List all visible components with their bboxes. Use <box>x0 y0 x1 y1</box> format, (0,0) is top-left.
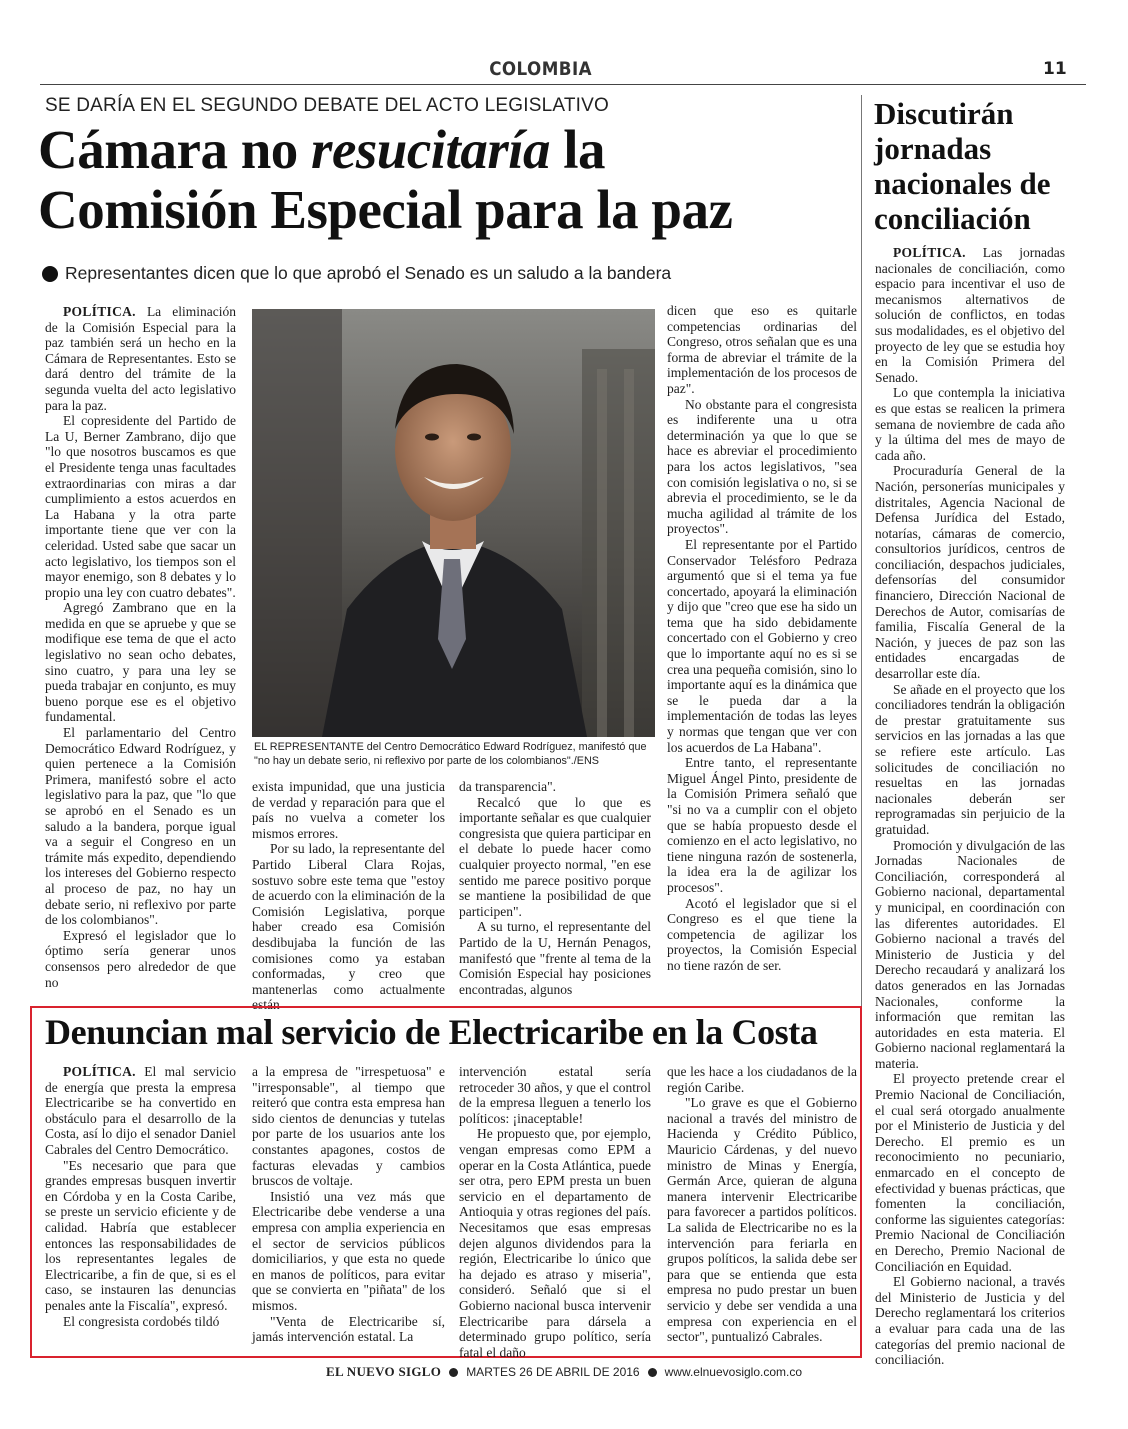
paragraph: Expresó el legislador que lo óptimo sería generar unos consensos pero alrededor de que no <box>45 927 236 990</box>
box-column-1 <box>45 1064 236 1352</box>
section-tag: POLÍTICA. <box>63 304 136 319</box>
paragraph: Insistió una vez más que Electricaribe debe venderse a una empresa con amplia experiencia en el sector de servicios públicos domiciliarios, y que esta no quede en manos de políticos, para evitar que se convierta en "piñata" de los mismos. <box>252 1188 445 1313</box>
paragraph: intervención estatal sería retroceder 30 años, y que el control de la empresa lleguen a tenerlo los políticos: ¡inaceptable! <box>459 1064 651 1126</box>
portrait-image <box>252 309 655 737</box>
paragraph: "Es necesario que para que grandes empresas busquen invertir en Córdoba y en la Costa Caribe, se preste un servicio eficiente y de calidad. Habría que establecer entonces las responsabilidades de los representantes legales de Electricaribe, a fin de que, si es el caso, se instauren las denuncias penales ante la Fiscalía", expresó. <box>45 1157 236 1313</box>
page-number: 11 <box>1043 59 1067 79</box>
paragraph-text: El mal servicio de energía que presta la empresa Electricaribe se ha convertido en obstáculo para el desarrollo de la Costa, así lo dijo el senador Daniel Cabrales del Centro Democrático. <box>45 1064 236 1157</box>
paragraph: "Lo grave es que el Gobierno nacional a través del ministro de Hacienda y Crédito Público, Mauricio Cárdenas, y del nuevo ministro de Minas y Energía, Germán Arce, quieran de alguna manera intervenir Electricaribe para favorecer a partidos políticos. La salida de Electricaribe no es la intervención para feriarla en grupos políticos, la salida debe ser para que se entienda que esta empresa no pudo prestar un buen servicio y debe ser vendida a una empresa con experiencia en el sector", puntualizó Cabrales. <box>667 1095 857 1345</box>
main-column-2 <box>252 779 445 1013</box>
article-headline <box>38 120 858 240</box>
paragraph: El proyecto pretende crear el Premio Nacional de Conciliación, el cual será otorgado anualmente por el Ministerio de Justicia y del Derecho. El premio es un reconocimiento no pecuniario, enmarcado en el concepto de efectividad y buenas prácticas, que fomenten la conciliación, conforme las siguientes categorías: Premio Nacional de Conciliación en Derecho, Premio Nacional de Conciliación en Equidad. <box>875 1071 1065 1274</box>
paragraph: El representante por el Partido Conservador Telésforo Pedraza argumentó que si el tema ya fue concertado, apoyará la eliminación y dijo que "creo que ese ha sido un tema que ha sido debidamente concertado con el Gobierno y creo que lo importante aquí no es si se crea una pequeña comisión, sino lo importante aquí es la dinámica que se le pueda dar a la implementación de todas las leyes y normas que tengan que ver con los acuerdos de La Habana". <box>667 536 857 755</box>
paragraph: "Venta de Electricaribe sí, jamás intervención estatal. La <box>252 1313 445 1345</box>
sidebar-column <box>875 245 1065 1368</box>
section-label: COLOMBIA <box>489 58 593 80</box>
headline-part-2: la <box>550 119 606 180</box>
top-rule <box>40 84 1086 85</box>
headline-part-1: Cámara no <box>38 119 312 180</box>
box-column-4 <box>667 1064 857 1352</box>
main-column-4 <box>667 303 857 1003</box>
box-headline: Denuncian mal servicio de Electricaribe en la Costa <box>45 1012 818 1052</box>
paragraph: A su turno, el representante del Partido de la U, Hernán Penagos, manifestó que "frente al tema de la Comisión Especial hay posiciones encontradas, algunos <box>459 919 651 997</box>
article-kicker: SE DARÍA EN EL SEGUNDO DEBATE DEL ACTO LEGISLATIVO <box>45 95 609 116</box>
paragraph <box>875 245 1065 385</box>
paragraph: Entre tanto, el representante Miguel Ángel Pinto, presidente de la Comisión Primera señaló que "si no va a cumplir con el objeto que se había propuesto desde el comienzo en el acto legislativo, no tiene ninguna razón de sostenerla, la idea era la de agilizar los procesos". <box>667 755 857 895</box>
box-column-3 <box>459 1064 651 1360</box>
main-column-3 <box>459 779 651 1001</box>
footer-date: MARTES 26 DE ABRIL DE 2016 <box>466 1365 640 1379</box>
paragraph-text: La eliminación de la Comisión Especial para la paz también será un hecho en la Cámara de Representantes. Esto se dará dentro del trámite de la segunda vuelta del acto legislativo para la paz. <box>45 304 236 413</box>
bullet-icon <box>648 1368 657 1377</box>
paragraph: dicen que eso es quitarle competencias ordinarias del Congreso, otros señalan que es una forma de abreviar el trámite de la implementación de los procesos de paz". <box>667 303 857 396</box>
caption-label: EL REPRESENTANTE <box>254 741 364 753</box>
paragraph: Recalcó que lo que es importante señalar es que cualquier congresista que quiera participar en el debate lo puede hacer como cualquier proyecto normal, "en ese sentido me parece positivo porque se mantiene la posibilidad de que participen". <box>459 794 651 919</box>
paragraph: Agregó Zambrano que en la medida en que se apruebe y que se modifique ese tema de que el acto legislativo no sean ocho debates, sino cuatro, y para una ley se pueda trabajar en conjunto, es muy bueno porque ese es el objetivo fundamental. <box>45 600 236 725</box>
headline-line-2: Comisión Especial para la paz <box>38 179 733 240</box>
caption-text: del Centro Democrático Edward Rodríguez, manifestó que "no hay un debate serio, ni reflexivo por parte de los colombianos"./ENS <box>254 741 647 767</box>
paragraph: Por su lado, la representante del Partido Liberal Clara Rojas, sostuvo sobre este tema que "estoy de acuerdo con la eliminación de la Comisión Legislativa, porque haber creado esa Comisión desdibujaba la función de las comisiones como ya estaban conformadas, y creo que mantenerlas como actualmente están <box>252 841 445 1013</box>
paragraph: Promoción y divulgación de las Jornadas Nacionales de Conciliación, corresponderá al Gobierno nacional, departamental y municipal, en coordinación con las diferentes autoridades. El Gobierno nacional a través del Ministerio de Justicia y del Derecho recaudará y analizará los datos generados en las Jornadas Nacionales, conforme la información que remitan las autoridades en esta materia. El Gobierno nacional reglamentará la materia. <box>875 837 1065 1071</box>
lead-text: Representantes dicen que lo que aprobó el Senado es un saludo a la bandera <box>65 263 672 283</box>
paragraph: El congresista cordobés tildó <box>63 1313 220 1329</box>
article-photo <box>252 309 655 737</box>
paragraph: El parlamentario del Centro Democrático Edward Rodríguez, y quien pertenece a la Comisión Primera, manifestó sobre el acto legislativo para la paz, que "lo que se aprobó en el Senado es un saludo a la bandera, porque igual va a seguir el Congreso en un trámite más expedito, dependiendo los intereses del Gobierno respecto al proceso de paz, no hay un debate serio, ni reflexivo por parte de los colombianos". <box>45 725 236 928</box>
paragraph: Lo que contempla la iniciativa es que estas se realicen la primera semana de noviembre de cada año y la última del mes de mayo de cada año. <box>875 385 1065 463</box>
paragraph: Acotó el legislador que si el Congreso es el que tiene la competencia de agilizar los proyectos, la Comisión Especial no tiene razón de ser. <box>667 895 857 973</box>
bullet-icon <box>449 1368 458 1377</box>
paragraph: que les hace a los ciudadanos de la región Caribe. <box>667 1064 857 1095</box>
section-tag: POLÍTICA. <box>893 245 966 260</box>
paragraph: No obstante para el congresista es indiferente una u otra determinación ya que lo que se hace es abreviar el procedimiento para los actos legislativos, "sea con comisión legislativa o no, si se abrevia el procedimiento, se le da mucha agilidad al trámite de los proyectos". <box>667 396 857 537</box>
paragraph <box>45 1064 236 1158</box>
main-column-1 <box>45 304 236 1004</box>
paragraph <box>45 304 236 413</box>
paragraph: He propuesto que, por ejemplo, vengan empresas como EPM a operar en la Costa Atlántica, puede ser otra, pero EPM presta un buen servicio en el departamento de Antioquia y otras regiones del país. Necesitamos que esas empresas dejen algunos dividendos para la región, Electricaribe lo único que ha dejado es atraso y miseria", consideró. Señaló que si el Gobierno nacional busca intervenir Electricaribe para dársela a determinado grupo político, sería fatal el daño <box>459 1126 651 1360</box>
photo-caption <box>254 741 654 768</box>
footer-url[interactable]: www.elnuevosiglo.com.co <box>664 1365 803 1379</box>
paragraph-text: Las jornadas nacionales de conciliación, como espacio para incentivar el uso de mecanismos alternativos de solución de conflictos, en todas sus modalidades, es el objetivo del proyecto de ley que se estudia hoy en la Comisión Primera del Senado. <box>875 245 1065 385</box>
article-lead <box>42 263 671 284</box>
sidebar-headline: Discutirán jornadas nacionales de conciliación <box>874 96 1051 236</box>
section-tag: POLÍTICA. <box>63 1064 136 1079</box>
paragraph: El copresidente del Partido de La U, Berner Zambrano, dijo que "lo que nosotros buscamos es que el Presidente tenga unas facultades extraordinarias con miras a dar cumplimiento a estos acuerdos en La Habana y la otra parte importante tiene que ver con la celeridad. Usted sabe que sacar un acto legislativo, los tiempos son el mayor enemigo, son 8 debates y lo propio una ley con cuatro debates". <box>45 413 236 600</box>
paragraph: El Gobierno nacional, a través del Ministerio de Justicia y del Derecho reglamentará los criterios a evaluar para cada una de las categorías del premio nacional de conciliación. <box>875 1274 1065 1368</box>
page-footer <box>0 1364 1128 1380</box>
paragraph: Se añade en el proyecto que los conciliadores tendrán la obligación de prestar gratuitamente sus servicios en las jornadas a las que se refiere este artículo. Las solicitudes de conciliación no resueltas en las jornadas nacionales deberán ser reprogramadas sin perjuicio de la gratuidad. <box>875 681 1065 837</box>
paragraph: exista impunidad, que una justicia de verdad y reparación para que el país no vuelva a cometer los mismos errores. <box>252 779 445 841</box>
paragraph: a la empresa de "irrespetuosa" e "irresponsable", al tiempo que reiteró que contra esta empresa han sido cientos de denuncias y tutelas por parte de los usuarios ante los constantes apagones, costos de facturas elevadas y cambios bruscos de voltaje. <box>252 1064 445 1189</box>
paragraph: Procuraduría General de la Nación, personerías municipales y distritales, Agencia Nacional de Defensa Jurídica del Estado, notarías, cámaras de comercio, consultorios jurídicos, centros de conciliación, despachos judiciales, defensorías del consumidor financiero, Dirección Nacional de Derechos de Autor, comisarías de familia, Fiscalía General de la Nación, y jueces de paz son las entidades encargadas de desarrollar este día. <box>875 463 1065 682</box>
box-column-2 <box>252 1064 445 1352</box>
masthead-logo: EL NUEVO SIGLO <box>325 1364 442 1379</box>
headline-italic: resucitaría <box>311 119 551 180</box>
bullet-icon <box>42 266 58 282</box>
paragraph: da transparencia". <box>459 779 556 794</box>
